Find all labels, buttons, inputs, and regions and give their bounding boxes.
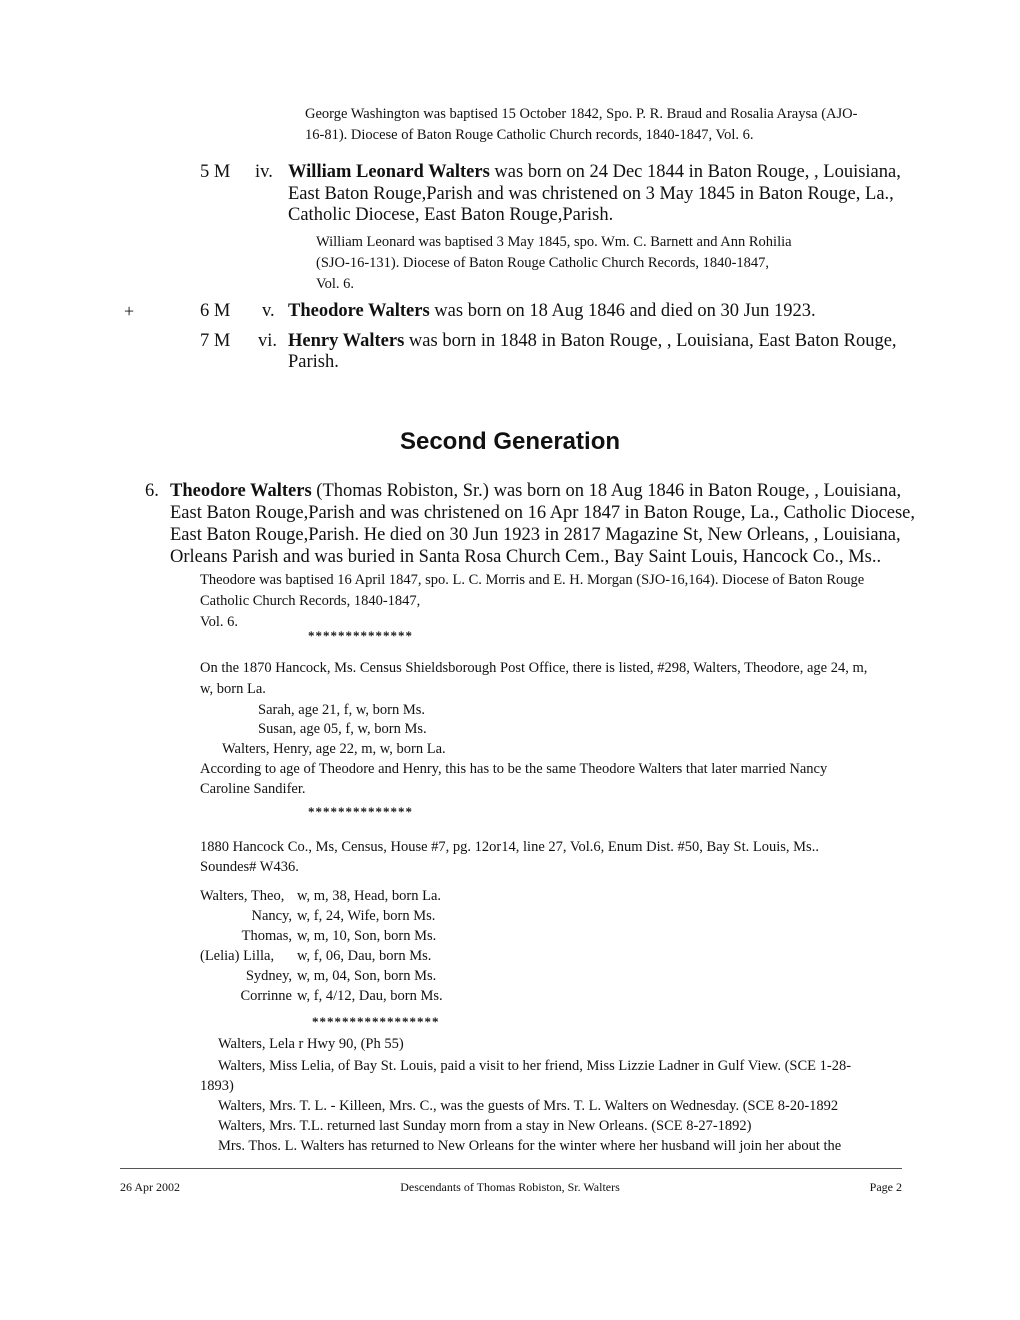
has-descendants-marker: + [124,301,135,321]
household-name: Walters, Theo, [200,888,285,904]
child-number: 7 M [200,331,231,351]
person-line-3: East Baton Rouge,Parish. He died on 30 Jun 1923 in 2817 Magazine St, New Orleans, , Louisiana, [170,525,901,545]
footer-date: 26 Apr 2002 [120,1180,180,1194]
household-info: w, f, 24, Wife, born Ms. [297,908,436,924]
household-info: w, m, 10, Son, born Ms. [297,928,437,944]
child-entry-line-1 [288,331,897,352]
person-line-4: Orleans Parish and was buried in Santa Rosa Church Cem., Bay Saint Louis, Hancock Co., Ms.. [170,547,882,567]
child-entry-line-1 [288,301,816,322]
child-roman: iv. [255,162,273,182]
footer-page-number: Page 2 [869,1180,902,1194]
top-note-line-1: George Washington was baptised 15 October 1842, Spo. P. R. Braud and Rosalia Araysa (AJO- [305,106,858,122]
person-number: 6. [145,481,159,501]
household-name: (Lelia) Lilla, [200,948,275,964]
baptism-note-line-3: Vol. 6. [200,614,239,630]
sce-note-lelia-line-2: 1893) [200,1078,234,1094]
person-text: (Thomas Robiston, Sr.) was born on 18 Aug 1846 in Baton Rouge, , Louisiana, [311,481,902,501]
household-info: w, f, 4/12, Dau, born Ms. [297,988,443,1004]
child-name: Henry Walters [288,331,405,351]
census-1870-line-1: On the 1870 Hancock, Ms. Census Shieldsborough Post Office, there is listed, #298, Walters, Theodore, age 24, m, [200,660,868,676]
child-note-line-2: (SJO-16-131). Diocese of Baton Rouge Catholic Church Records, 1840-1847, [316,255,770,271]
child-text: was born on 24 Dec 1844 in Baton Rouge, , Louisiana, [489,162,901,182]
sce-note-killeen: Walters, Mrs. T. L. - Killeen, Mrs. C., was the guests of Mrs. T. L. Walters on Wednesday. (SCE 8-20-1892 [218,1098,839,1114]
child-text: was born on 18 Aug 1846 and died on 30 Jun 1923. [429,301,816,321]
household-name: Sydney, [245,968,292,984]
census-1880-line-2: Soundes# W436. [200,859,299,875]
child-number: 6 M [200,301,231,321]
child-name: Theodore Walters [288,301,430,321]
person-line-2: East Baton Rouge,Parish and was christened on 16 Apr 1847 in Baton Rouge, La., Catholic Diocese, [170,503,916,523]
census-1880-line-1: 1880 Hancock Co., Ms, Census, House #7, pg. 12or14, line 27, Vol.6, Enum Dist. #50, Bay St. Louis, Ms.. [200,839,819,855]
child-name: William Leonard Walters [288,162,490,182]
separator-stars: ************** [308,628,413,643]
household-info: w, f, 06, Dau, born Ms. [297,948,432,964]
census-1870-sarah: Sarah, age 21, f, w, born Ms. [258,702,425,718]
household-name: Nancy, [251,908,292,924]
footer-title: Descendants of Thomas Robiston, Sr. Walters [400,1180,620,1194]
sce-note-winter: Mrs. Thos. L. Walters has returned to New Orleans for the winter where her husband will join her about the [218,1138,842,1154]
sce-note-returned: Walters, Mrs. T.L. returned last Sunday morn from a stay in New Orleans. (SCE 8-27-1892) [218,1118,752,1134]
sce-note-lelia-line-1: Walters, Miss Lelia, of Bay St. Louis, paid a visit to her friend, Miss Lizzie Ladner in Gulf View. (SCE 1-28- [218,1058,852,1074]
child-note-line-1: William Leonard was baptised 3 May 1845, spo. Wm. C. Barnett and Ann Rohilia [316,234,792,250]
person-name: Theodore Walters [170,481,312,501]
child-roman: vi. [258,331,278,351]
census-1870-susan: Susan, age 05, f, w, born Ms. [258,721,427,737]
according-note-line-2: Caroline Sandifer. [200,781,306,797]
baptism-note-line-1: Theodore was baptised 16 April 1847, spo. L. C. Morris and E. H. Morgan (SJO-16,164). Diocese of Baton Rouge [200,572,865,588]
child-text: was born in 1848 in Baton Rouge, , Louisiana, East Baton Rouge, [404,331,897,351]
separator-stars: ***************** [312,1014,440,1029]
census-1870-henry: Walters, Henry, age 22, m, w, born La. [222,741,446,757]
top-note-line-2: 16-81). Diocese of Baton Rouge Catholic Church records, 1840-1847, Vol. 6. [305,127,754,143]
household-info: w, m, 38, Head, born La. [297,888,442,904]
directory-note: Walters, Lela r Hwy 90, (Ph 55) [218,1036,404,1052]
child-entry-line-1 [288,162,901,183]
generation-title: Second Generation [399,428,621,455]
child-entry-line-2: East Baton Rouge,Parish and was christened on 3 May 1845 in Baton Rouge, La., [288,184,894,204]
separator-stars: ************** [308,804,413,819]
child-roman: v. [262,301,275,321]
household-name: Corrinne [240,988,292,1004]
according-note-line-1: According to age of Theodore and Henry, this has to be the same Theodore Walters that later married Nancy [200,761,828,777]
census-1870-line-2: w, born La. [200,681,266,697]
household-info: w, m, 04, Son, born Ms. [297,968,437,984]
household-name: Thomas, [241,928,292,944]
child-number: 5 M [200,162,231,182]
footer-rule [120,1168,902,1169]
baptism-note-line-2: Catholic Church Records, 1840-1847, [200,593,421,609]
person-line-1 [170,481,901,502]
child-entry-line-3: Catholic Diocese, East Baton Rouge,Parish. [288,205,614,225]
child-note-line-3: Vol. 6. [316,276,355,292]
child-entry-line-2: Parish. [288,352,339,372]
